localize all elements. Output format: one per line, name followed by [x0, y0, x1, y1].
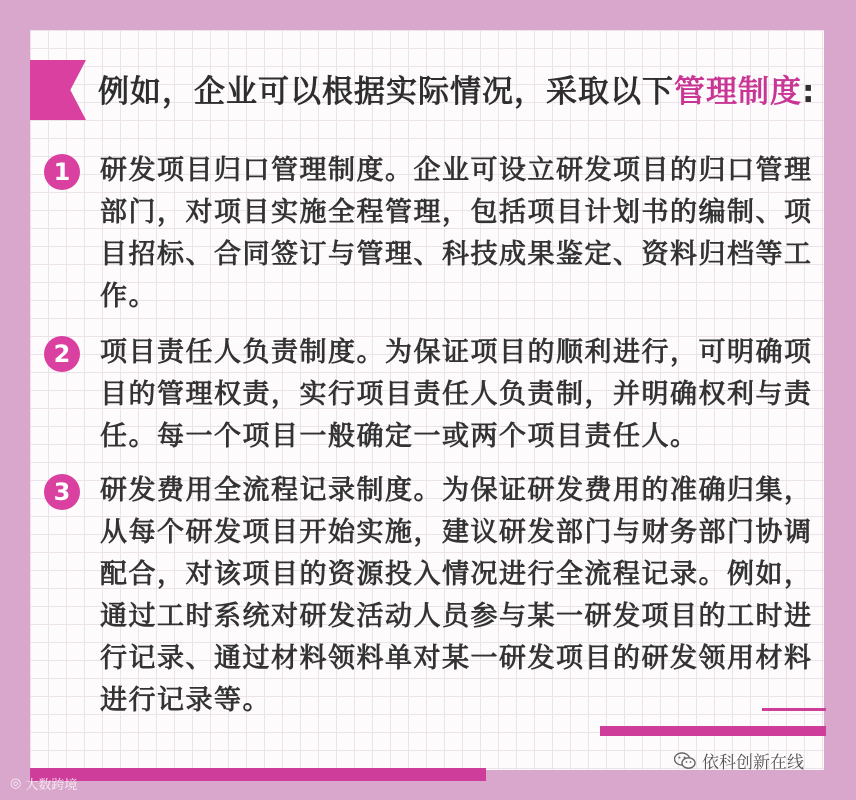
- watermark-right: [674, 748, 804, 773]
- item-text-3: 研发费用全流程记录制度。为保证研发费用的准确归集，从每个研发项目开始实施，建议研发部门与财务部门协调配合，对该项目的资源投入情况进行全流程记录。例如，通过工时系统对研发活动人员参与某一研发项目的工时进行记录、通过材料领料单对某一研发项目的研发领用材料进行记录等。: [100, 475, 813, 716]
- list-item-1: [44, 150, 814, 318]
- decorative-bar-bottom: [30, 768, 486, 781]
- title-suffix: :: [802, 74, 816, 110]
- wechat-icon: [674, 752, 696, 770]
- watermark-left: [10, 774, 77, 793]
- list-item-3: [44, 470, 814, 722]
- watermark-left-text: 大数跨境: [25, 778, 78, 793]
- decorative-bar-right: [600, 726, 826, 736]
- number-badge-1: 1: [44, 154, 80, 190]
- number-badge-2: 2: [44, 336, 80, 372]
- watermark-right-text: 依科创新在线: [702, 753, 804, 773]
- page-title: [98, 66, 815, 111]
- number-badge-3: 3: [44, 474, 80, 510]
- title-prefix: 例如，企业可以根据实际情况，采取以下: [98, 74, 674, 110]
- item-text-1: 研发项目归口管理制度。企业可设立研发项目的归口管理部门，对项目实施全程管理，包括项目计划书的编制、项目招标、合同签订与管理、科技成果鉴定、资料归档等工作。: [100, 155, 813, 312]
- item-text-2: 项目责任人负责制度。为保证项目的顺利进行，可明确项目的管理权责，实行项目责任人负责制，并明确权利与责任。每一个项目一般确定一或两个项目责任人。: [100, 337, 813, 452]
- list-item-2: [44, 332, 814, 458]
- title-highlight: 管理制度: [674, 74, 802, 110]
- decorative-bar-thin: [762, 708, 826, 711]
- watermark-logo-icon: ◎: [10, 776, 22, 791]
